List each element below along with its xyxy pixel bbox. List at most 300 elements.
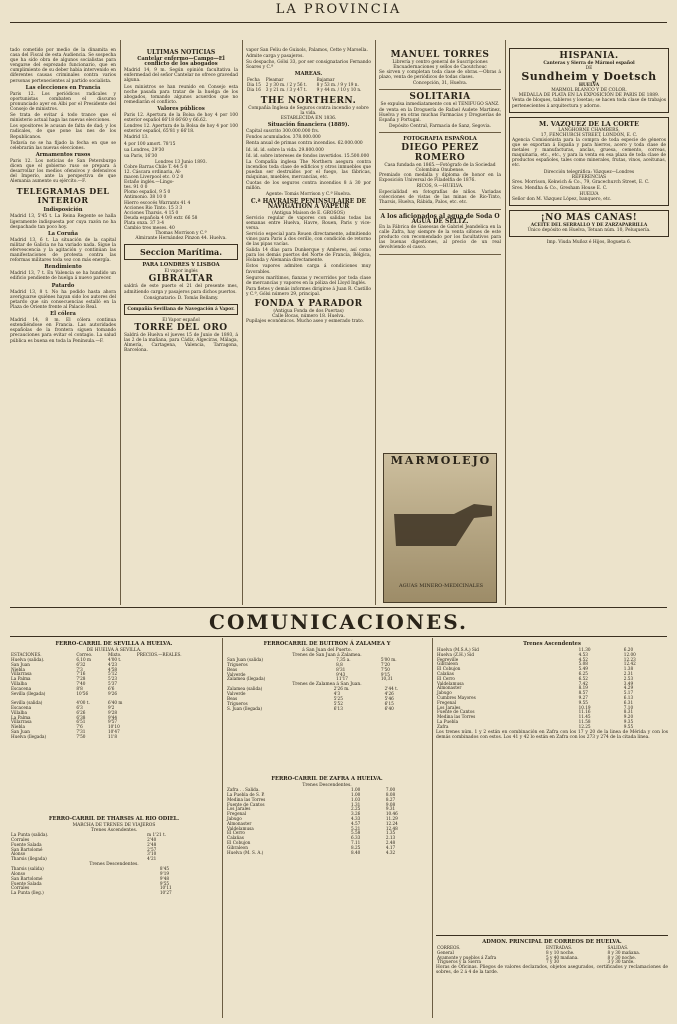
table-cell: Gibraleon [437, 661, 458, 667]
ad-text: Concepción, 31, Huelva. [412, 81, 468, 87]
table-cell: 3.26 [350, 811, 361, 817]
table-cell: 6'3 [76, 704, 83, 710]
market-line: Deuda española 4 0/0 extr. 66 58 [124, 215, 198, 221]
table-cell: 10'56 [76, 690, 89, 696]
column-divider [242, 40, 243, 605]
ascending-trains [436, 640, 668, 865]
ship-name: GIBRALTAR [148, 274, 214, 285]
table-cell: 9'48 [159, 875, 170, 881]
tharsis-railway [10, 815, 218, 1015]
table-cell: 3 y 30 tarde. [607, 959, 635, 965]
article-text: Madrid 13. [124, 135, 149, 141]
table-cell: 11'17 [336, 676, 348, 682]
table-cell: 6'26 [76, 709, 86, 715]
tides-table [246, 78, 371, 92]
table-cell: 9'19 [159, 870, 170, 876]
table-cell: 10'11 [159, 885, 172, 891]
table-cell: Valdelamusa [227, 825, 254, 831]
ad-text: Único depósito en Huelva, Tetuan núm. 10, Peluquería. [527, 228, 651, 234]
table-cell: Jabugo [437, 690, 452, 696]
table-cell: 4.29 [623, 685, 634, 691]
table-cell: Huelva (Z.H.) Sid [437, 651, 474, 657]
railway-subtitle: á San Juan del Puerto. [302, 648, 352, 654]
article-text: Paris 12. Los noticias de San Petersburgo dicen que el gobierno ruso se prepara á desarrollar los medios ofensivos y defensivos del Imperio, ante la perspectiva de que Alemania aumente su ejército.—F. [10, 158, 116, 185]
table-cell: 4'21 [147, 856, 157, 862]
ad-text: Compañía Inglesa de Seguros contra incendio y sobre la vida. [248, 105, 369, 116]
ad-text: LANGHORNE CHAMBERS, [558, 127, 620, 133]
section-heading: Valores públicos [157, 105, 205, 112]
table-cell: 7.10 [623, 704, 634, 710]
table-cell: Ayamonte y pueblos á Zafra [437, 954, 497, 960]
ad-heading: ¡NO MAS CANAS! [540, 213, 638, 224]
ad-text: (Antigua Maison de E. GROSOS) [272, 210, 345, 216]
table-header: Correo. [76, 652, 93, 658]
table-cell: Sevilla (salida) [11, 700, 43, 706]
table-cell: 2.13 [385, 835, 396, 841]
railway-subtitle: Trenes Descendentes. [89, 862, 139, 868]
table-cell: 5'25 [333, 695, 343, 701]
company-name: Compañía Sevillana de Navegación á Vapor. [124, 304, 238, 315]
rate-line: ua Londres, 29'30 [124, 147, 165, 153]
post-title: ADMON. PRINCIPAL DE CORREOS DE HUELVA. [482, 939, 622, 945]
table-cell: General [437, 949, 454, 955]
table-cell: San Juan [11, 661, 30, 667]
table-header: PRECIOS.—REALES. [136, 652, 182, 658]
table-cell: m 1'21 t. [147, 832, 166, 838]
table-cell: 7'6 [76, 724, 83, 730]
table-cell: 3'10 [147, 851, 157, 857]
table-cell: Sevilla (llegada) [11, 690, 46, 696]
market-line: Acciones Tharsis. 4 15 0 [124, 210, 179, 216]
table-cell: Calañas [437, 671, 454, 677]
printer-credit: Imp. Viuda Muñoz é Hijos, Bogueta 6. [546, 240, 632, 246]
article-text: Madrid 13, 7 t. En Valencia se ha hundido un edificio pendiente de huelga á nuevo parecer. [10, 271, 116, 282]
table-cell: 6.31 [623, 699, 634, 705]
table-cell: 8.19 [578, 685, 588, 691]
tides-cell: 3 y 21 m. / 3 y 47 t. [265, 87, 307, 93]
table-cell: San Juan [11, 728, 30, 734]
bottle-icon [384, 454, 498, 604]
ad-text: (Antigua Fonda de dos Puertas) [273, 309, 344, 315]
zafra-timetable [226, 788, 428, 855]
tides-col: Pleamar [265, 77, 284, 83]
sevilla-railway [10, 640, 218, 810]
ad-text: ESTABLECIDA EN 1836. [280, 116, 337, 122]
market-line: 12. Cáscara ordinaria, Al- [124, 169, 182, 175]
tharsis-timetable [10, 833, 218, 862]
table-cell: 2'26 m. [333, 686, 350, 692]
railway-subtitle: Trenes de Zalamea á San Juan. [292, 682, 362, 688]
table-cell: Beas [227, 666, 238, 672]
table-cell: 6'13 [333, 705, 343, 711]
column-4 [379, 48, 501, 608]
ad-text: Servicio especial para Rouen directamente, admitiendo vinos para Paris á dos cerillo, con condición de retorno de las pipas vacías. [246, 231, 371, 248]
article-text: Madrid 13, 5'45 t. La Reina Regente se halla ligeramente indispuesta por cuya razón no ha despachado tan poco hoy. [10, 214, 116, 230]
tides-cell: Dia 15 [247, 82, 261, 88]
table-cell: Zafra [437, 723, 449, 729]
article-text: tado cometido por medio de la dinamita en casa del Fiscal de esta Audiencia. Se sospecha que ha sido obra de algunos socialistas para vengarse del esprezado funcionario, que en cumplimiento de su deber habia intervenido en diferentes causas criminales contra varios personas pertenecientes al partido socialista. [10, 48, 116, 84]
column-divider [375, 40, 376, 605]
table-cell: 11'8 [107, 733, 118, 739]
table-cell: 6,10 m [76, 656, 91, 662]
table-cell: 11.16 [578, 709, 591, 715]
section-rule [10, 607, 667, 608]
tides-col: Bajamar [316, 77, 335, 83]
table-cell: Zalamea (salida) [227, 686, 263, 692]
table-cell: 7.42 [578, 680, 588, 686]
table-cell: 5.49 [578, 666, 588, 672]
column-2 [124, 48, 238, 608]
table-cell: Medina las Torres [227, 796, 266, 802]
railway-subtitle: Trenes Ascendentes [523, 641, 581, 647]
post-timetable [436, 946, 668, 965]
table-cell: San Juan (salida) [227, 657, 264, 663]
ad-text: En la Fábrica de Gaseosas de Gabriel Jeandelica en la calle Zafra, hay siempre de la venta sifones de este producto con recomendado por los facultativos para las buenas digestiones, al precio de un real devolviendo el casco. [379, 224, 501, 251]
table-cell: 9'55 [159, 880, 170, 886]
maritime-section-heading: Seccion Marítima. [124, 244, 238, 260]
railway-note: Los trenes núm. 1 y 2 están en combinación en Zafra con los 17 y 20 de la linea de Mérida y con los demás combinados con estos. Los 41 y 42 lo están en Zafra con los 273 y 274 de la citada linea. [436, 729, 668, 740]
ad-heading: M. VAZQUEZ DE LA CORTE [539, 119, 639, 128]
table-cell: 4.32 [385, 849, 396, 855]
tides-cell: Dia 16 [247, 87, 261, 93]
table-cell: Corrales [11, 837, 30, 843]
table-cell: 4'58 [107, 666, 118, 672]
table-cell: 8.27 [385, 796, 396, 802]
table-cell: 5'00 m. [380, 657, 397, 663]
ship-name: TORRE DEL ORO [134, 322, 228, 333]
table-cell: Huelva (llegada) [11, 733, 47, 739]
table-cell: 9.31 [385, 806, 396, 812]
table-cell: 12.42 [623, 661, 636, 667]
railway-subtitle: MARCHA DE TRENES DE VIAJEROS [72, 823, 156, 829]
table-cell: Villalba [11, 709, 27, 715]
table-cell: Huelva (M.S.A.) Sid [437, 647, 479, 653]
table-cell: Niebla [11, 666, 25, 672]
table-cell: 6.20 [623, 647, 634, 653]
section-heading: Indisposición [43, 207, 83, 214]
table-cell: 7'50 [380, 666, 390, 672]
rate-line: ua Paris, 16'30 [124, 153, 158, 159]
table-cell: 2'57 [147, 846, 157, 852]
table-cell: 4.17 [385, 844, 396, 850]
table-cell: 6'15 [384, 700, 394, 706]
table-header: ESTACIONES. [11, 652, 42, 658]
article-text: Todavía no se ha fijado la fecha en que se celebrarán las nuevas elecciones. [10, 140, 116, 151]
table-cell: 12.24 [385, 820, 398, 826]
table-cell: Valverde [227, 691, 246, 697]
table-cell: 9'43 [336, 671, 346, 677]
ad-text: Cuotas de los seguros contra incendios 8 á 30 por millón. [246, 181, 371, 192]
railway-title: FERRO-CARRIL DE SEVILLA A HUELVA. [55, 641, 173, 647]
article-text: Madrid 13, 8 t. No ha podido hasta ahora averiguarse quiénes hayan sido los autores del petardo que sin consecuencias estalló en la Plaza de Oriente frente al Palacio Real. [10, 289, 116, 310]
table-cell: 9.55 [623, 723, 634, 729]
ad-text: Para fletes y demás informes dirigirse á Juan R. Castillo y C.ª, Gólsi número 29, principal. [246, 286, 371, 297]
market-line: Acciones Rio Tinto. 15 3 3 [124, 205, 183, 211]
table-cell: 2.48 [385, 839, 396, 845]
table-cell: La Punta (salida). [11, 832, 49, 838]
table-cell: 4'00 t. [107, 656, 122, 662]
article-text: Paris 12. Apertura de la Bolsa de hoy 4 por 100 exterior español 66'18 66'60 y 66.62. [124, 113, 238, 124]
railway-subtitle: Trenes de San Juan á Zalamea. [292, 653, 362, 659]
table-cell: La Palma [11, 714, 31, 720]
ad-text: Sres. Morrison, Kekwich & Co., 79, Gracechurch Street, E. C. [512, 179, 650, 185]
table-cell: Escacena [11, 704, 32, 710]
table-cell: 9.35 [623, 719, 634, 725]
article-text: Su despacho, Gólsi 33, por ser consignatarios Fernando Soares y C.ª [246, 60, 371, 71]
ad-text: Servicio regular de vapores con salidas todas las semanas entre Huelva, Havre, Rouen, Paris y vice-versa. [246, 215, 371, 231]
table-cell: Fregenal [437, 699, 457, 705]
tides-cell: 9 y 44 m. / 10 y 10 n. [316, 87, 362, 93]
article-text: Admite carga y pasajeros. [246, 54, 304, 60]
tides-cell: 8 y 53 m. / 9 y 19 n. [316, 82, 359, 88]
column-divider [432, 638, 433, 1018]
sevilla-timetable [10, 653, 218, 739]
railway-title: FERRO-CARRIL DE THARSIS AL RIO ODIEL. [48, 816, 180, 822]
tides-cell: 2 y 30 m. / 2 y 56 t. [265, 82, 307, 88]
ad-text: HUELVA [578, 83, 600, 89]
ad-text: Renta anual de primas contra incendios. 62.000.000 [246, 141, 363, 147]
zafra-railway [226, 775, 428, 1015]
table-cell: 8.31 [623, 709, 634, 715]
table-cell: 7 y 30 [546, 959, 560, 965]
article-text: Madrid 14, 9 m. Según opinión facultativa la enfermedad del señor Cantelar no ofrece gravedad alguna. [124, 68, 238, 84]
tides-col: Fecha [247, 77, 260, 83]
table-cell: 8'8 [76, 685, 83, 691]
table-cell: 7'16 [76, 671, 86, 677]
column-divider [505, 40, 506, 605]
section-heading: Patardo [51, 282, 75, 289]
table-cell: La Palma [11, 676, 31, 682]
tides-heading: MAREAS. [294, 71, 323, 78]
market-line: Antimonio. 38 10 0 [124, 195, 167, 201]
table-cell: 7'20 [380, 662, 390, 668]
table-cell: 10.46 [385, 811, 398, 817]
table-cell: 9'15 [380, 671, 390, 677]
table-cell: Villarrasa [11, 671, 32, 677]
ad-text: RICOS, 9.—HUELVA. [416, 184, 464, 190]
market-line: Hierro escocés Warrants 41 4 [124, 200, 191, 206]
ad-text: Id. id. sobre intereses de fondos invertidos. 15.500.000 [246, 153, 370, 159]
table-cell: 9'2 [107, 704, 115, 710]
table-cell: Fregenal [227, 811, 247, 817]
table-cell: 8'45 [159, 866, 170, 872]
ad-text: Casa fundada en 1865.—Fotógrafo de la Sociedad Colombina Onubense. [384, 163, 496, 174]
section-heading: La Coruña [47, 230, 79, 237]
table-cell: Huelva (salida). [11, 656, 45, 662]
table-cell: 5.08 [578, 661, 588, 667]
table-cell: S. Juan (llegada) [227, 705, 263, 711]
table-cell: 2.31 [623, 671, 634, 677]
market-line: Cambio tres meses. 40 [124, 226, 175, 231]
table-cell: Almonaster [227, 820, 252, 826]
ad-text: Seguros marítimos, fianzas y recorridos por toda clase de mercancías y vapores en la póliza del Lloyd Inglés. [246, 275, 371, 286]
post-note: Horas de Oficinas. Pliegos de valores declarados, objetos asegurados, certificados y reclamaciones de sobres, de 2 á 4 de la tarde. [436, 965, 668, 976]
table-cell: El Cerro [227, 830, 245, 836]
table-cell: 4'23 [107, 661, 118, 667]
table-cell: 9.27 [578, 695, 588, 701]
table-cell: 8.57 [578, 690, 588, 696]
ad-text: Agente: Tomás Morrison y C.ª Huelva. [265, 192, 352, 198]
ad-heading: THE NORTHERN. [260, 95, 357, 106]
communications-heading: COMUNICACIONES. [209, 610, 468, 634]
ad-text: REFERENCIAS [571, 174, 607, 180]
table-cell: Fuente de Cantos [227, 801, 265, 807]
buitron-railway [226, 640, 428, 770]
table-cell: 1.38 [623, 666, 634, 672]
ad-text: Señor don M. Vázquez López, banquero, etc. [512, 196, 612, 202]
ad-text: Dirección telegráfica: Vázquez—Londres [543, 169, 635, 175]
ad-text: MEDALLA DE PLATA EN LA EXPOSICIÓN DE PARIS DE 1889. [518, 93, 660, 99]
table-cell: 1.35 [385, 830, 396, 836]
table-cell: Alonso [11, 851, 26, 857]
table-row [226, 851, 428, 856]
table-cell: 12.25 [578, 723, 591, 729]
table-cell: La Puebla [437, 719, 459, 725]
table-cell: 10'10 [107, 724, 120, 730]
article-text: Los opositores le acusan de falta de dad; y los radicales, de que pone las nes de los Republicanos. [10, 124, 116, 140]
masthead [0, 0, 677, 40]
article-text: Se trata de evitar á todo trance que el ministerio actual haga las nuevas elecciones. [10, 113, 116, 124]
table-row [226, 707, 428, 712]
table-cell: Villalba [11, 680, 27, 686]
table-cell: 3.49 [623, 680, 634, 686]
ad-text: Capital suscrito 300.000.000 frs. [246, 129, 320, 135]
ad-text: Encuadernaciones y sellos de Caoutchouc [393, 65, 487, 71]
ad-text: Estos vapores admiten carga á condiciones muy favorables. [246, 264, 371, 275]
ad-heading: Sundheim y Doetsch [521, 70, 657, 84]
table-row [10, 735, 218, 740]
table-cell: Los Jarales [437, 704, 461, 710]
table-cell: Calañas [227, 835, 244, 841]
table-cell: 5'23 [107, 676, 118, 682]
sailing-text: El Vapor español [162, 317, 200, 323]
table-cell: 9'26 [107, 690, 118, 696]
ad-subheading: Situación financiera (1889). [267, 122, 350, 129]
market-line: tes. 91 0 0 [124, 185, 148, 191]
ad-heading: MANUEL TORRES [390, 50, 490, 60]
table-cell: 10'27 [159, 890, 172, 896]
table-cell: Jabugo [227, 815, 242, 821]
section-heading: Armamentos rusos [35, 151, 91, 158]
sailing-text: El vapor inglés [164, 269, 198, 275]
table-cell: 12.48 [385, 825, 398, 831]
table-header: SALIDAS. [607, 945, 629, 951]
table-cell: 5'46 [384, 695, 394, 701]
section-heading: Las elecciones en Francia [25, 84, 101, 91]
signature: Thomas Morrison y C.ª [155, 231, 207, 237]
table-cell: Medina las Torres [437, 714, 476, 720]
ad-heading: DIEGO PEREZ ROMERO [401, 143, 479, 164]
table-cell: 6.13 [623, 695, 634, 701]
table-cell: Fuente de Cantos [437, 709, 475, 715]
railway-subtitle: Trenes Descendentes. [302, 783, 352, 789]
table-cell: El Cerro [437, 675, 455, 681]
table-cell: 8 y 10 noche. [546, 949, 575, 955]
table-cell: Alonso [11, 870, 26, 876]
article-text: Los ministros se han reunido en Consejo esta noche pasada para tratar de la huelga de los abogados, tomando algunos acuerdos que no remediarán el conflicto. [124, 84, 238, 105]
ad-text: ACEITE DEL SERRALLO Y DE ZARZAPARRILLA [530, 223, 648, 229]
market-date: Londres 13 Junio 1893. [155, 159, 207, 165]
table-cell: 5.21 [350, 825, 361, 831]
table-cell: 7'31 [76, 728, 86, 734]
table-cell: Villarrasa [11, 719, 32, 725]
section-heading: ULTIMAS NOTICIAS [146, 49, 216, 56]
column-1 [10, 48, 116, 608]
table-cell: 1.00 [350, 791, 361, 797]
table-row [10, 891, 218, 896]
ad-text: Salida 14 días para Dunkerque y Amberes, así como para los demás puertos del Norte de Francia, Bélgica, Holanda y Alemania directamente. [246, 248, 371, 264]
railway-subtitle: Trenes Ascendentes. [90, 828, 138, 834]
table-cell: Huelva (M. S. A.) [227, 849, 264, 855]
table-cell: Cumbres Mayores [437, 695, 476, 701]
section-heading: El cólera [50, 311, 76, 318]
article-text: Madrid 14, 8 m. El cólera continua extendiéndose en Francia. Las autoridades españolas de la frontera siguen tomando precauciones para evitar el contagio. La salud pública es buena en toda la Península.—F. [10, 318, 116, 344]
ad-text: Agencia Comisionista para la compra de toda especie de géneros que se exportan á España y para hierros, acero y toda clase de metales y manufacturas, anclas, gruesa, cemento, correas, maquinaria, etc., etc., y para la venta en esa plaza de toda clase de productos españoles, tales como minerales, frutas, vinos, aceitunas, etc. [512, 137, 666, 169]
table-cell: 8 y 30 mañana. [607, 949, 641, 955]
table-cell: 7.11 [350, 839, 361, 845]
table-cell: 4'3 [333, 691, 341, 697]
market-list [124, 165, 238, 231]
sailing-text: Saldrá de Huelva el jueves 15 de Junio de 1893, á las 2 de la mañana, para Cádiz, Algeciras, Málaga, Almería, Cartagena, Valencia, Tarragona, Barcelona. [124, 332, 238, 354]
table-row [10, 692, 218, 697]
table-cell: 11.29 [385, 815, 398, 821]
column-divider [222, 638, 223, 1018]
table-cell: 9'57 [107, 719, 118, 725]
table-cell: 9.55 [578, 699, 588, 705]
ad-text: 17, FENCHURCH STREET, LONDON, E. C. [540, 132, 638, 138]
table-cell: 10,31 [380, 676, 393, 682]
ad-text: MARMOL BLANCO Y DE COLOR. [551, 88, 627, 94]
rate-line: 4 por 100 amort. 78'15 [124, 141, 176, 147]
table-cell: 12.23 [623, 656, 636, 662]
ad-text: Sres. Mendha & Co., Gresham House E. C. [512, 185, 608, 191]
table-cell: 7'50 [76, 733, 86, 739]
table-cell: 6'51 [76, 719, 86, 725]
table-cell: 8'31 [336, 666, 346, 672]
buitron-timetable [226, 658, 428, 682]
railway-title: FERRO-CARRIL DE ZAFRA A HUELVA. [271, 776, 383, 782]
table-cell: El Cobujon [227, 839, 251, 845]
table-header: ENTRADAS. [546, 945, 573, 951]
table-cell: 5'52 [333, 700, 343, 706]
table-cell: Valdelamusa [437, 680, 464, 686]
table-cell: 2'48 [147, 841, 157, 847]
masthead-rule [10, 22, 667, 23]
table-cell: Los Jarales [227, 806, 251, 812]
table-cell: Trigueros [227, 700, 248, 706]
table-cell: La Puebla de S. P. [227, 791, 265, 797]
ad-text: Premiado con medalla y diploma de honor en la Exposición Universal de Filadelfia de 1876. [379, 173, 501, 184]
table-cell: 6.52 [578, 675, 588, 681]
table-cell: Niebla [11, 724, 25, 730]
ad-heading: C.ª HAVRAISE PENINSULAIRE DE NAVIGATION A VAPEUR [250, 198, 367, 211]
railway-subtitle: DE HUELVA Á SEVILLA. [86, 648, 142, 654]
post-office [436, 935, 668, 1017]
table-cell: La Punta (lleg.) [11, 890, 44, 896]
table-cell: 8.40 [350, 849, 361, 855]
table-cell: 5'37 [107, 680, 118, 686]
table-cell: 10.19 [578, 704, 591, 710]
agency-ad [509, 117, 669, 206]
market-line: Cobre Barras Chile T. 44 5 0 [124, 164, 188, 170]
consignee: Consignatario: D. Tomás Bellamy. [143, 295, 219, 301]
table-cell: Fegreville [437, 656, 459, 662]
table-cell: 9.20 [623, 714, 634, 720]
ad-text: Se sirven y completan toda clase de obras.—Obras á plazo, venta de periódicos de todas clases. [379, 70, 501, 81]
bottle-sublabel: AGUAS MINERO-MEDICINALES [398, 583, 484, 589]
ad-text: La Compañía inglesa The Northern asegura contra incendios toda clase de edificios y otros inmuebles que puedan ser destruídos por el fuego, las fábricas, máquinas, muebles, mercancías, etc. [246, 159, 371, 180]
table-cell: 6'38 [76, 714, 86, 720]
